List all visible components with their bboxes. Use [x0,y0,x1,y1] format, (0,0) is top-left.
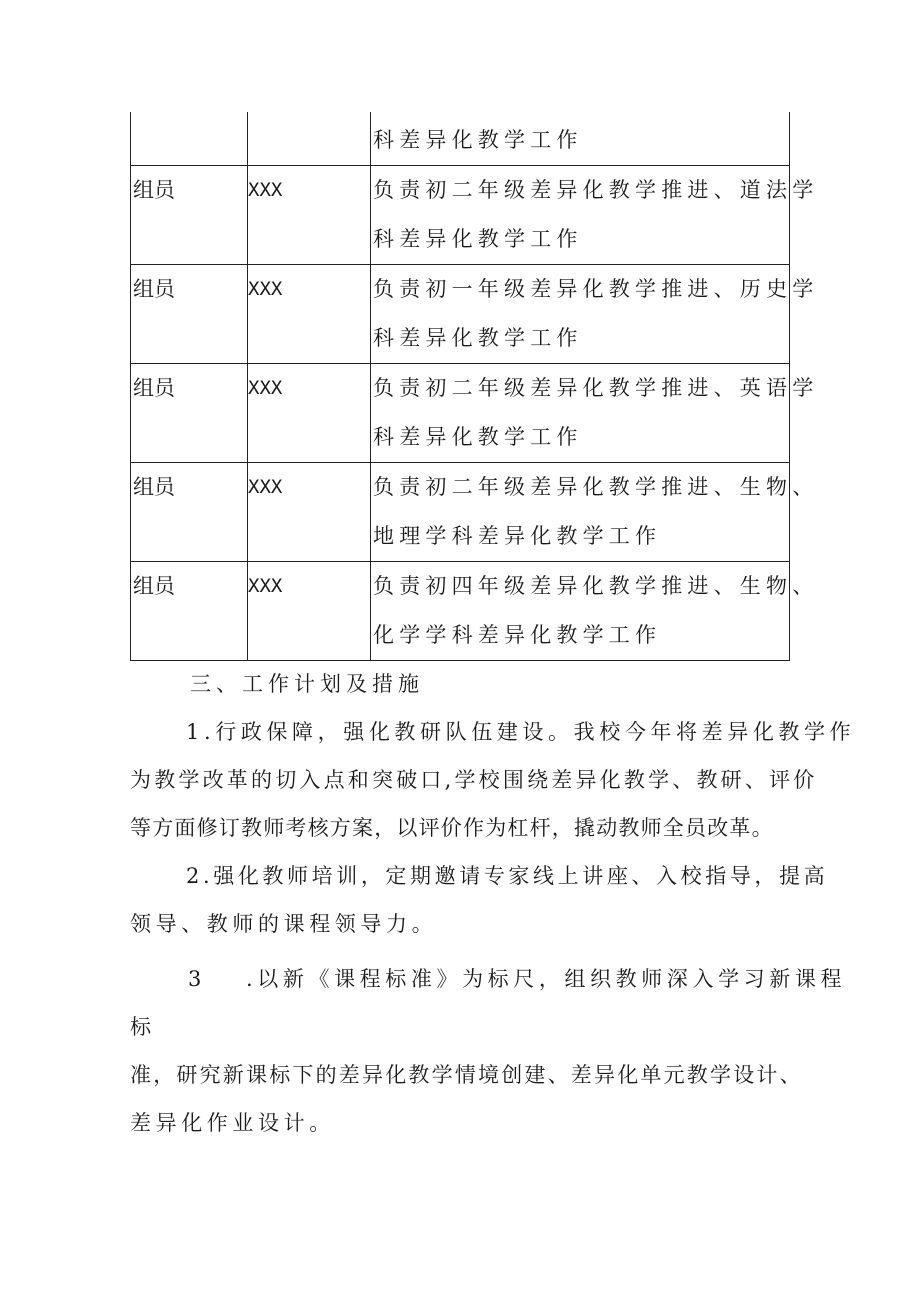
duty-cell [371,463,819,562]
table-row [131,112,790,166]
duty-line: 负责初二年级差异化教学推进、英语学 [373,376,819,400]
role-cell: 组员 [131,265,248,364]
name-cell: XXX [248,463,371,562]
duty-line: 负责初二年级差异化教学推进、生物、 [373,475,819,499]
role-cell [131,112,248,166]
paragraph-1 [130,708,856,852]
duty-line: 负责初二年级差异化教学推进、道法学 [373,178,819,202]
duty-cell [371,265,819,364]
duty-line: 化学学科差异化教学工作 [373,623,662,647]
paragraph-line: 等方面修订教师考核方案，以评价作为杠杆，撬动教师全员改革。 [130,816,774,840]
section-heading: 三、工作计划及措施 [190,672,424,696]
paragraph-line: 领导、教师的课程领导力。 [130,912,438,936]
paragraph-4 [130,1051,803,1147]
staff-table [130,112,819,661]
name-cell: XXX [248,562,371,661]
duty-line: 负责初四年级差异化教学推进、生物、 [373,574,819,598]
table-row [131,265,790,364]
role-cell: 组员 [131,166,248,265]
table-row [131,562,790,661]
table-row [131,364,790,463]
paragraph-2 [130,852,829,948]
role-cell: 组员 [131,463,248,562]
paragraph-line: 差异化作业设计。 [130,1111,335,1135]
paragraph-line: 标 [130,1015,151,1039]
name-cell: XXX [248,265,371,364]
role-cell: 组员 [131,562,248,661]
duty-line: 科差异化教学工作 [373,128,583,152]
duty-line: 科差异化教学工作 [373,326,583,350]
paragraph-line: 1.行政保障，强化教研队伍建设。我校今年将差异化教学作 [186,720,856,744]
table-row [131,463,790,562]
duty-cell [371,364,819,463]
name-cell: XXX [248,364,371,463]
duty-cell [371,562,819,661]
duty-line: 科差异化教学工作 [373,227,583,251]
paragraph-line: .以新《课程标准》为标尺，组织教师深入学习新课程 [246,967,847,991]
paragraph-line: 准，研究新课标下的差异化教学情境创建、差异化单元教学设计、 [130,1063,803,1087]
duty-cell [371,166,819,265]
table-row [131,166,790,265]
duty-line: 科差异化教学工作 [373,425,583,449]
duty-cell [371,112,790,166]
role-cell: 组员 [131,364,248,463]
name-cell [248,112,371,166]
name-cell: XXX [248,166,371,265]
duty-line: 负责初一年级差异化教学推进、历史学 [373,277,819,301]
paragraph-line: 2.强化教师培训，定期邀请专家线上讲座、入校指导，提高 [186,864,829,888]
paragraph-line: 为教学改革的切入点和突破口,学校围绕差异化教学、教研、评价 [130,768,818,792]
duty-line: 地理学科差异化教学工作 [373,524,662,548]
paragraph-3-number: 3 [188,967,202,991]
